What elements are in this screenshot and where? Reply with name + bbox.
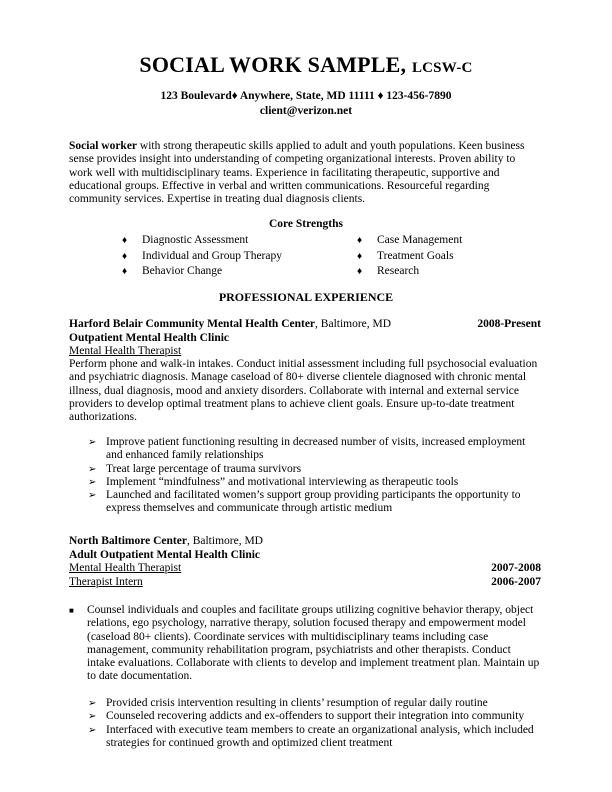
summary-lead: Social worker [69, 140, 138, 152]
job2-title-1: Mental Health Therapist [69, 562, 182, 574]
diamond-bullet-icon: ♦ [122, 250, 128, 262]
diamond-bullet-icon: ♦ [357, 266, 363, 277]
core-strength-item: ♦ Diagnostic Assessment [122, 233, 282, 249]
job2-position-2 [69, 576, 541, 590]
core-strength-item: ♦ Treatment Goals [357, 249, 462, 265]
list-item: ➢ Counseled recovering addicts and ex-offenders to support their integration into community [88, 710, 525, 723]
arrow-bullet-icon: ➢ [88, 476, 97, 488]
resume-credential: LCSW-C [411, 60, 473, 76]
job1-org: Harford Belair Community Mental Health Center [69, 318, 316, 330]
arrow-bullet-icon: ➢ [88, 724, 97, 736]
summary-paragraph [69, 140, 541, 206]
resume-name: SOCIAL WORK SAMPLE, [139, 52, 407, 77]
job1-title: Mental Health Therapist [69, 345, 182, 357]
arrow-bullet-icon: ➢ [88, 437, 97, 448]
list-item: ➢ Improve patient functioning resulting in decreased number of visits, increased employment and enhanced family relationships [88, 436, 526, 462]
arrow-bullet-icon: ➢ [88, 711, 97, 723]
resume-title [0, 52, 612, 78]
email-line: client@verizon.net [259, 105, 353, 117]
core-strengths-left-column [122, 233, 282, 280]
job2-achievements [88, 697, 540, 750]
job2-dates-2: 2006-2007 [491, 576, 541, 588]
arrow-bullet-icon: ➢ [88, 698, 97, 709]
diamond-bullet-icon: ♦ [357, 235, 363, 246]
core-strengths-right-column [357, 233, 462, 280]
list-item: ➢ Implement “mindfulness” and motivational interviewing as therapeutic tools [88, 475, 459, 488]
list-item: ➢ Launched and facilitated women’s support group providing participants the opportunity to express themselves and communicate through artistic medium [88, 489, 521, 515]
diamond-bullet-icon: ♦ [122, 235, 128, 246]
core-strength-item: ♦ Behavior Change [122, 264, 282, 280]
address-line: 123 Boulevard♦ Anywhere, State, MD 11111 ♦ 123-456-7890 [160, 90, 452, 102]
job1-unit: Outpatient Mental Health Clinic [69, 332, 230, 344]
arrow-bullet-icon: ➢ [88, 463, 97, 475]
arrow-bullet-icon: ➢ [88, 490, 97, 502]
job2-location: , Baltimore, MD [186, 535, 263, 547]
summary-text: with strong therapeutic skills applied to adult and youth populations. Keen business sense provides insight into understanding of competing organizational interests. Proven ability to work well with multidisciplinary teams. Experience in facilitating therapeutic, supportive and educational groups. Effective in verbal and written communications. Resourceful regarding community services. Expertise in treating dual diagnosis clients. [69, 140, 525, 206]
job1-header [69, 318, 541, 332]
core-strengths-title: Core Strengths [268, 218, 343, 230]
core-strength-item: ♦ Case Management [357, 233, 462, 249]
contact-block [0, 89, 612, 119]
square-bullet-icon: ■ [69, 606, 74, 615]
experience-heading: PROFESSIONAL EXPERIENCE [218, 290, 394, 304]
job1-achievements [88, 436, 540, 516]
job2-position-1 [69, 562, 541, 576]
job2-description-item [69, 604, 541, 684]
diamond-bullet-icon: ♦ [357, 250, 363, 262]
job1-dates: 2008-Present [477, 318, 541, 330]
core-strength-item: ♦ Individual and Group Therapy [122, 249, 282, 265]
job2-dates-1: 2007-2008 [491, 562, 541, 574]
list-item: ➢ Interfaced with executive team members to create an organizational analysis, which included strategies for continued growth and optimized client treatment [88, 723, 534, 749]
job1-description: Perform phone and walk-in intakes. Conduct initial assessment including full psychosocial evaluation and psychiatric diagnosis. Manage caseload of 80+ diverse clientele diagnosed with chronic mental illness, dual diagnosis, mood and anxiety disorders. Collaborate with internal and external service providers to develop optimal treatment plans to achieve client goals. Ensure up-to-date treatment authorizations. [69, 358, 538, 424]
job2-unit: Adult Outpatient Mental Health Clinic [69, 549, 261, 561]
list-item: ➢ Provided crisis intervention resulting in clients’ resumption of regular daily routine [88, 697, 488, 709]
job2-header [69, 535, 541, 549]
job2-title-2: Therapist Intern [69, 576, 143, 588]
job2-description: Counsel individuals and couples and facilitate groups utilizing cognitive behavior therapy, object relations, ego psychology, narrative therapy, solution focused therapy and empowerment model (caseload 80+ clients). Coordinate services with multidisciplinary teams including case management, community rehabilitation program, psychiatrists and other therapists. Conduct intake evaluations. Collaborate with clients to develop and implement treatment plan. Maintain up to date documentation. [87, 604, 540, 683]
diamond-bullet-icon: ♦ [122, 266, 128, 277]
job2-org: North Baltimore Center [69, 535, 187, 547]
job1-location: , Baltimore, MD [315, 318, 392, 330]
core-strength-item: ♦ Research [357, 264, 462, 280]
list-item: ➢ Treat large percentage of trauma survivors [88, 462, 302, 475]
